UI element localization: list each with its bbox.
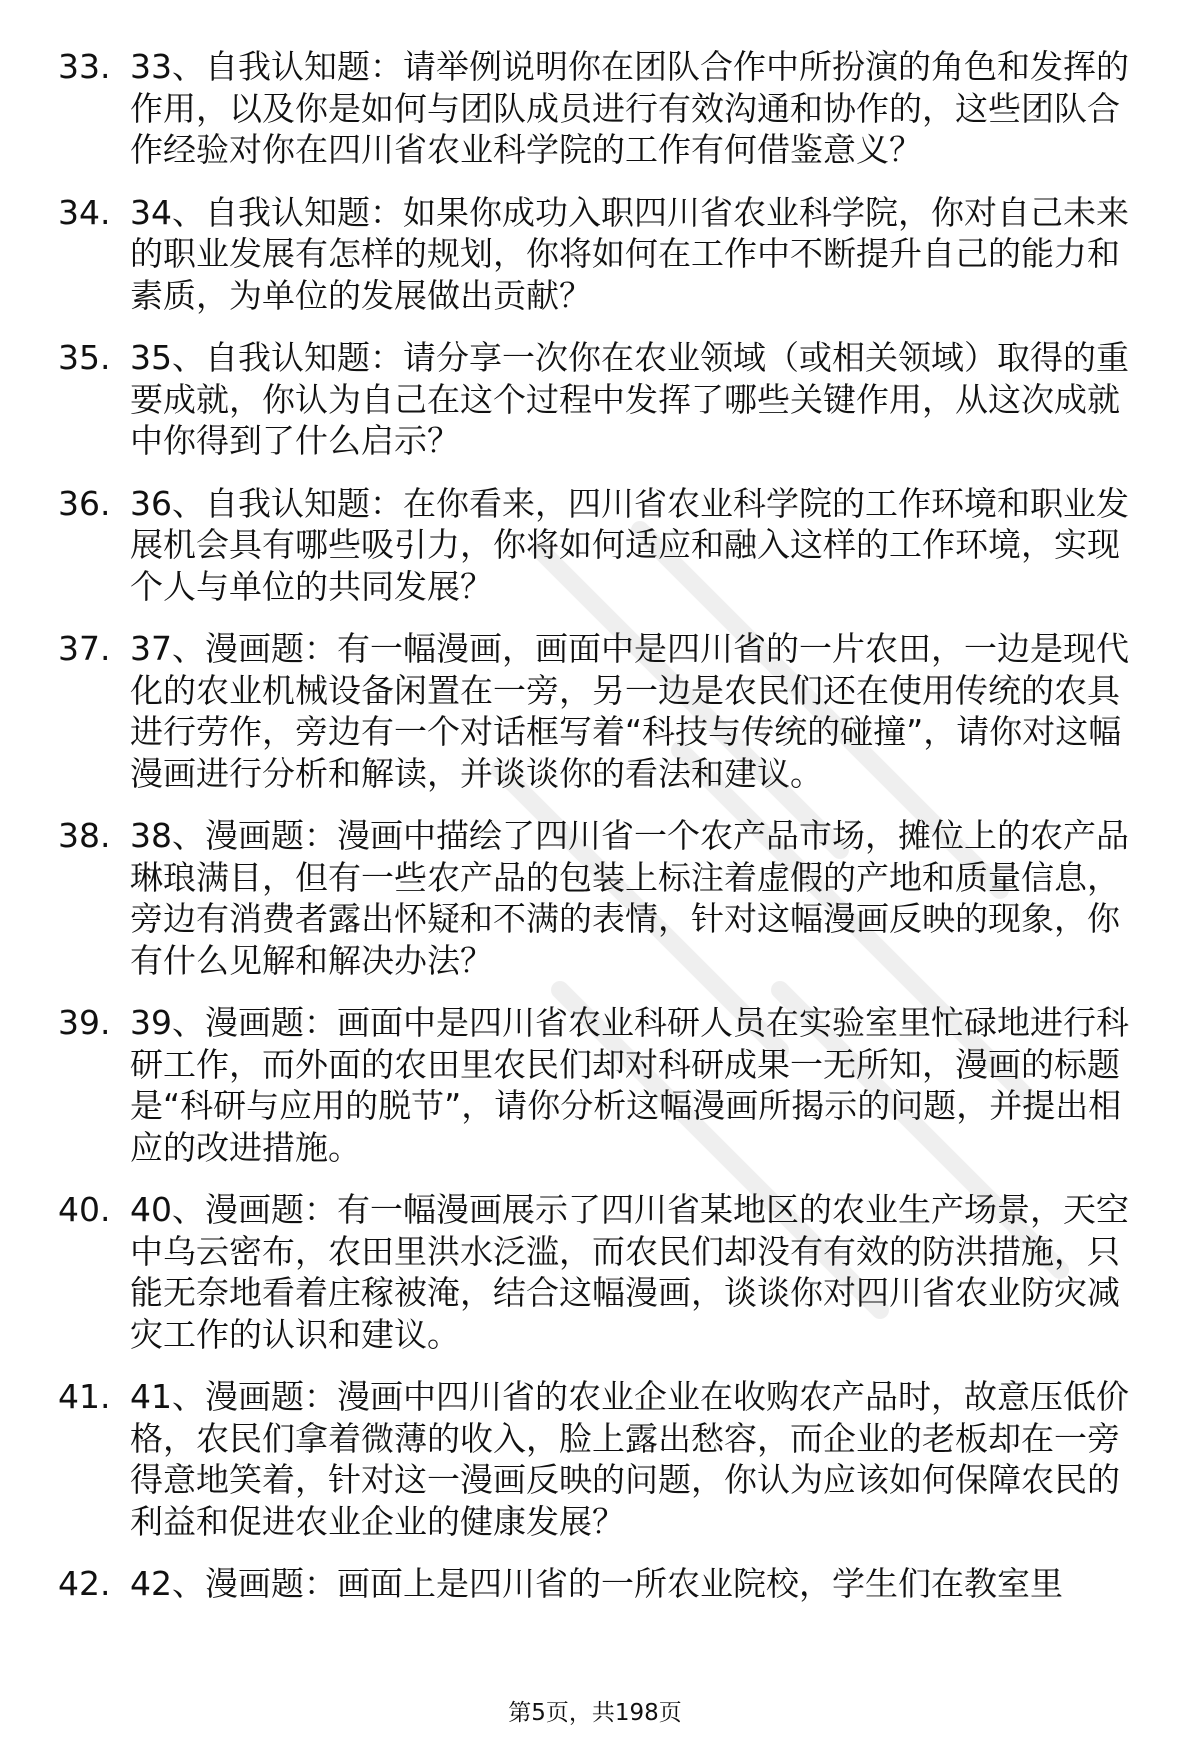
question-text: 39、漫画题：画面中是四川省农业科研人员在实验室里忙碌地进行科研工作，而外面的农田里农民们却对科研成果一无所知，漫画的标题是“科研与应用的脱节”，请你分析这幅漫画所揭示的问题，并提出相应的改进措施。 [130,1003,1129,1167]
question-text: 34、自我认知题：如果你成功入职四川省农业科学院，你对自己未来的职业发展有怎样的规划，你将如何在工作中不断提升自己的能力和素质，为单位的发展做出贡献？ [130,192,1129,315]
question-number: 35. [58,338,111,377]
question-number: 40. [58,1190,111,1229]
list-item [58,1002,1148,1168]
question-text: 36、自我认知题：在你看来，四川省农业科学院的工作环境和职业发展机会具有哪些吸引力，你将如何适应和融入这样的工作环境，实现个人与单位的共同发展？ [130,483,1129,606]
list-item [58,337,1148,462]
question-text: 38、漫画题：漫画中描绘了四川省一个农产品市场，摊位上的农产品琳琅满目，但有一些农产品的包装上标注着虚假的产地和质量信息，旁边有消费者露出怀疑和不满的表情，针对这幅漫画反映的现象，你有什么见解和解决办法？ [130,816,1129,980]
list-item [58,46,1148,171]
question-number: 34. [58,192,111,232]
question-text: 33、自我认知题：请举例说明你在团队合作中所扮演的角色和发挥的作用，以及你是如何与团队成员进行有效沟通和协作的，这些团队合作经验对你在四川省农业科学院的工作有何借鉴意义？ [130,47,1129,169]
question-text: 40、漫画题：有一幅漫画展示了四川省某地区的农业生产场景，天空中乌云密布，农田里洪水泛滥，而农民们却没有有效的防洪措施，只能无奈地看着庄稼被淹，结合这幅漫画，谈谈你对四川省农业防灾减灾工作的认识和建议。 [130,1190,1129,1354]
list-item [58,1376,1148,1542]
question-number: 42. [58,1564,111,1603]
question-number: 33. [58,47,111,86]
question-text: 41、漫画题：漫画中四川省的农业企业在收购农产品时，故意压低价格，农民们拿着微薄的收入，脸上露出愁容，而企业的老板却在一旁得意地笑着，针对这一漫画反映的问题，你认为应该如何保障农民的利益和促进农业企业的健康发展？ [130,1377,1129,1541]
list-item [58,815,1148,981]
page-number-label: 第5页，共198页 [508,1700,682,1726]
list-item [58,1563,1148,1605]
question-list [58,46,1148,1626]
list-item [58,192,1148,317]
question-number: 36. [58,483,111,523]
list-item [58,1189,1148,1355]
question-text: 42、漫画题：画面上是四川省的一所农业院校，学生们在教室里 [130,1564,1063,1603]
list-item [58,483,1148,608]
list-item [58,628,1148,794]
question-text: 35、自我认知题：请分享一次你在农业领域（或相关领域）取得的重要成就，你认为自己在这个过程中发挥了哪些关键作用，从这次成就中你得到了什么启示？ [130,338,1129,460]
question-number: 41. [58,1377,111,1416]
question-number: 39. [58,1003,111,1042]
question-text: 37、漫画题：有一幅漫画，画面中是四川省的一片农田，一边是现代化的农业机械设备闲置在一旁，另一边是农民们还在使用传统的农具进行劳作，旁边有一个对话框写着“科技与传统的碰撞”，请你对这幅漫画进行分析和解读，并谈谈你的看法和建议。 [130,629,1129,793]
question-number: 37. [58,629,111,668]
question-number: 38. [58,816,111,855]
page-footer [0,1698,1190,1728]
